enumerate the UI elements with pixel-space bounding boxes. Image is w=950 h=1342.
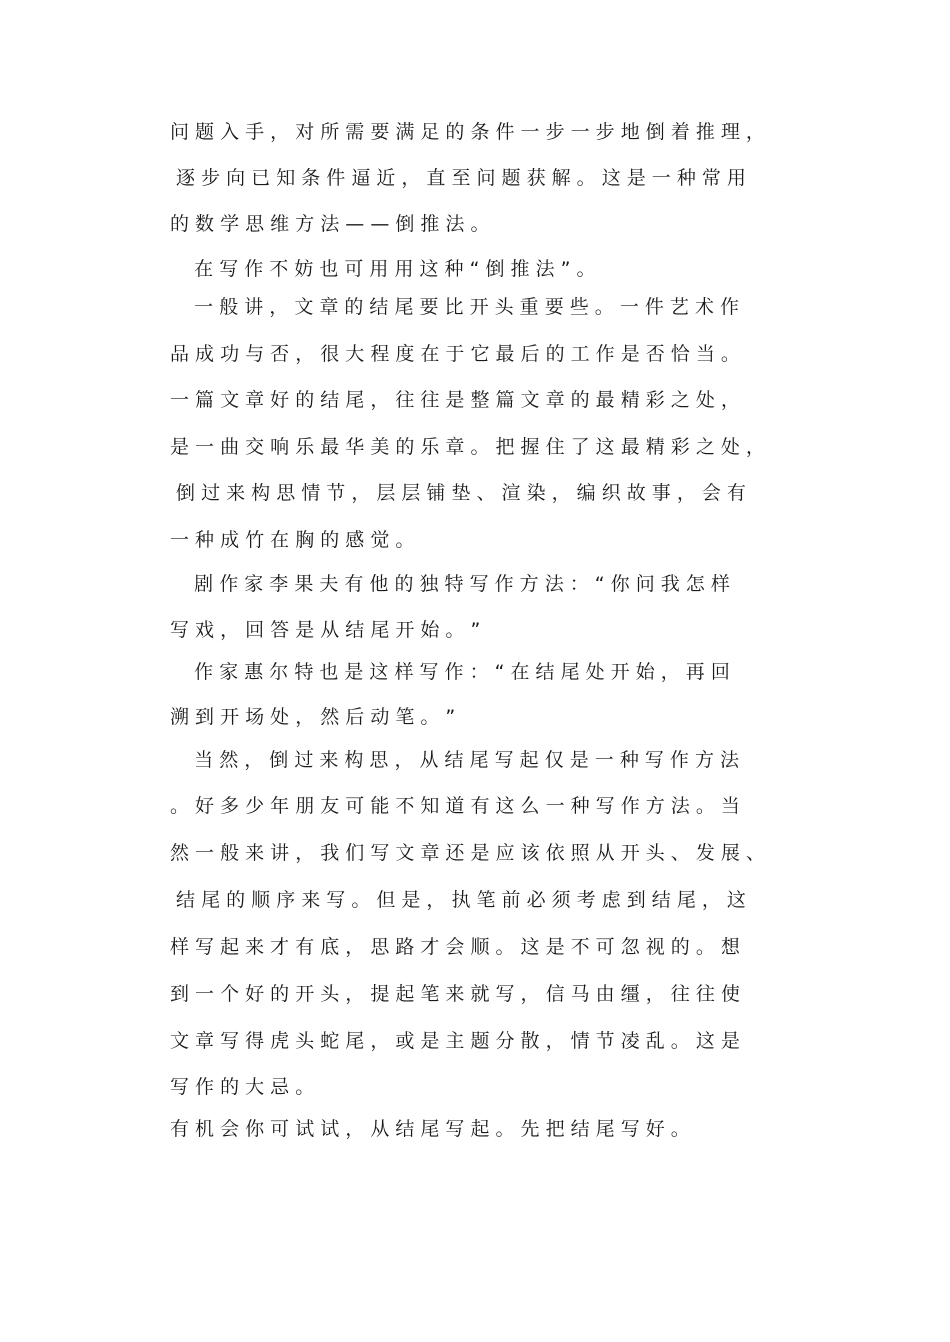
text-line: 一 般 讲 ， 文 章 的 结 尾 要 比 开 头 重 要 些 。 一 件 艺 术 作 (170, 296, 739, 318)
text-line: 品 成 功 与 否 ， 很 大 程 度 在 于 它 最 后 的 工 作 是 否 恰 当 。 (170, 343, 740, 365)
text-line: 剧 作 家 李 果 夫 有 他 的 独 特 写 作 方 法 ： “ 你 问 我 怎 样 (170, 573, 730, 595)
text-line: 当 然 ， 倒 过 来 构 思 ， 从 结 尾 写 起 仅 是 一 种 写 作 方 法 (170, 749, 739, 771)
text-line: 结 尾 的 顺 序 来 写 。 但 是 ， 执 笔 前 必 须 考 虑 到 结 尾 ， 这 (170, 889, 746, 911)
text-line: 是 一 曲 交 响 乐 最 华 美 的 乐 章 。 把 握 住 了 这 最 精 彩 之 处 ， (170, 436, 765, 458)
text-line: 的 数 学 思 维 方 法 — — 倒 推 法 。 (170, 213, 490, 235)
text-line: 有 机 会 你 可 试 试 ， 从 结 尾 写 起 。 先 把 结 尾 写 好 。 (170, 1118, 690, 1140)
text-line: 然 一 般 来 讲 ， 我 们 写 文 章 还 是 应 该 依 照 从 开 头 、 发 展 、 (170, 842, 765, 864)
text-line: 写 作 的 大 忌 。 (170, 1076, 315, 1098)
text-line: 一 篇 文 章 好 的 结 尾 ， 往 往 是 整 篇 文 章 的 最 精 彩 之 处 ， (170, 389, 740, 411)
text-line: 问 题 入 手 ， 对 所 需 要 满 足 的 条 件 一 步 一 步 地 倒 着 推 理 ， (170, 121, 765, 143)
text-line: 到 一 个 好 的 开 头 ， 提 起 笔 来 就 写 ， 信 马 由 缰 ， 往 往 使 (170, 983, 740, 1005)
text-line: 文 章 写 得 虎 头 蛇 尾 ， 或 是 主 题 分 散 ， 情 节 凌 乱 。 这 是 (170, 1030, 740, 1052)
text-line: 一 种 成 竹 在 胸 的 感 觉 。 (170, 529, 415, 551)
text-line: 。 好 多 少 年 朋 友 可 能 不 知 道 有 这 么 一 种 写 作 方 法 。 当 (170, 795, 740, 817)
text-line: 在 写 作 不 妨 也 可 用 用 这 种 “ 倒 推 法 ” 。 (170, 258, 596, 280)
text-line: 样 写 起 来 才 有 底 ， 思 路 才 会 顺 。 这 是 不 可 忽 视 的 。 想 (170, 936, 740, 958)
text-line: 写 戏 ， 回 答 是 从 结 尾 开 始 。 ” (170, 619, 481, 641)
text-line: 逐 步 向 已 知 条 件 逼 近 ， 直 至 问 题 获 解 。 这 是 一 种 常 用 (170, 167, 746, 189)
text-line: 溯 到 开 场 处 ， 然 后 动 笔 。 ” (170, 706, 456, 728)
text-line: 倒 过 来 构 思 情 节 ， 层 层 铺 垫 、 渲 染 ， 编 织 故 事 ， 会 有 (170, 482, 746, 504)
text-line: 作 家 惠 尔 特 也 是 这 样 写 作 ： “ 在 结 尾 处 开 始 ， 再 回 (170, 661, 730, 683)
